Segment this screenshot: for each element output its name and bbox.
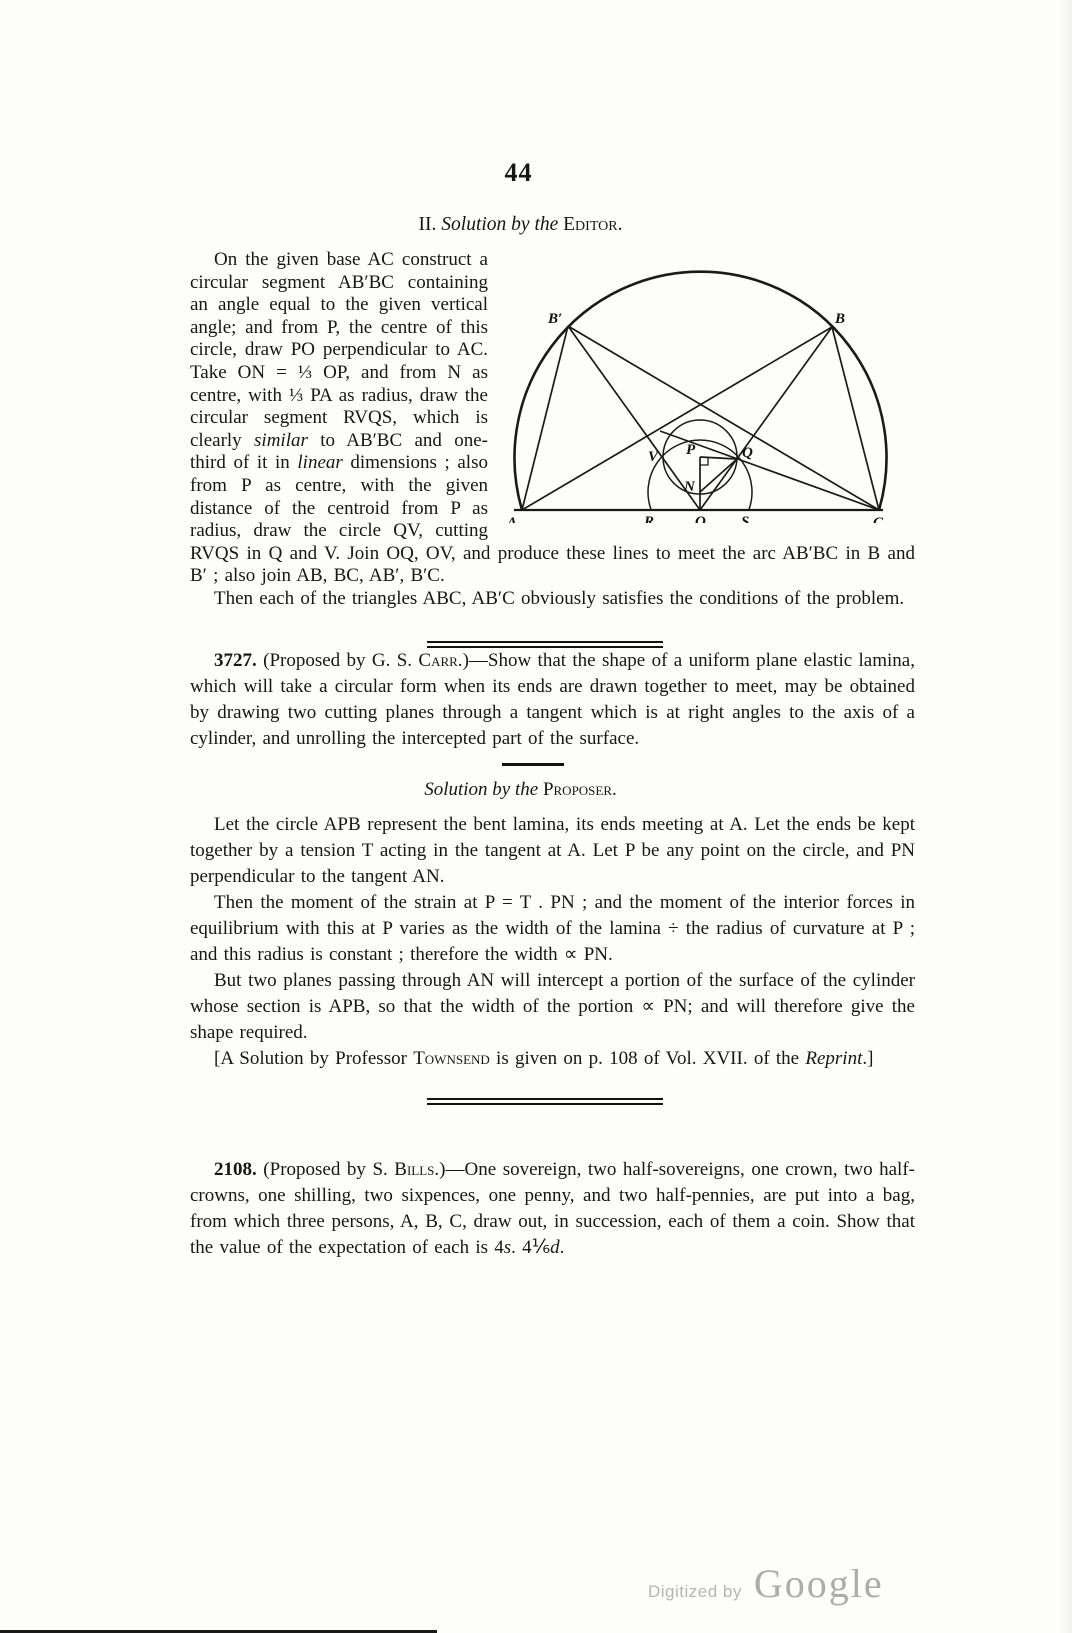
editor-solution-paragraph-2: Then each of the triangles ABC, AB′C obviously satisfies the conditions of the problem. [214,587,905,609]
note-text: [A Solution by Professor [214,1047,414,1069]
label-S: S [741,514,750,523]
heading-italic-text: Solution by the [424,778,543,800]
heading-italic-text: Solution by the [441,214,564,235]
problem-2108 [190,1157,915,1261]
label-R: R [644,514,655,523]
pence-abbrev: d [550,1236,560,1258]
solution-text: dimensions ; also from P as centre, with the given distance of the centroid from P as radius, draw the circle QV, cutting RVQS in Q and V. Join OQ, OV, and produce these lines to meet the arc AB′BC in B and B′ ; also join AB, BC, AB′, B′C. [190,452,915,587]
italic-word-similar: similar [254,429,308,451]
label-Q: Q [742,445,753,461]
problem-number: 3727. [214,649,257,671]
label-V: V [648,449,659,465]
townsend-reference-note [190,1046,915,1072]
proposer-solution-paragraph-3: But two planes passing through AN will intercept a portion of the surface of the cylinder whose section is APB, so that the width of the portion ∝ PN; and will therefore give the shape required. [190,969,915,1043]
problem-3727 [190,648,915,752]
proposer-solution-paragraph-1: Let the circle APB represent the bent lamina, its ends meeting at A. Let the ends be kept together by a tension T acting in the tangent at A. Let P be any point on the circle, and PN perpendicular to the tangent AN. [190,813,915,887]
problem-statement: )—One sovereign, two half-sovereigns, one crown, two half-crowns, one shilling, two sixpences, one penny, and two half-pennies, are put into a bag, from which three persons, A, B, C, draw out, in succession, each of them a coin. Show that the value of the expectation of each is 4 [190,1158,915,1258]
reprint-italic: Reprint [805,1047,863,1069]
proposed-by-text: (Proposed by [256,649,372,671]
geometry-figure [500,251,915,523]
editor-solution-block [190,249,915,611]
heading-numeral: II. [418,214,442,235]
note-text: .] [862,1047,874,1069]
solution-text: to AB′BC and one-third of it in [190,429,488,474]
label-P: P [686,442,696,458]
problem-statement: . [559,1236,565,1258]
proposer-name: S. Bills. [372,1158,440,1180]
note-text: is given on p. 108 of Vol. XVII. of the [489,1047,806,1069]
proposer-solution-heading [190,779,851,801]
figure-strokes [514,272,887,510]
problem-statement: . 4⅙ [511,1236,551,1258]
label-A: A [507,515,518,523]
solution-text: On the given base AC construct a circular segment AB′BC containing an angle equal to the given vertical angle; and from P, the centre of this circle, draw PO perpendicular to AC. Take ON = ⅓ OP, and from N as centre, with ⅓ PA as radius, draw the circular segment RVQS, which is clearly [190,249,488,451]
section-divider-rule [427,641,663,648]
proposer-solution-block [190,812,915,1072]
heading-proposer-name: Proposer. [542,778,617,800]
editor-solution-heading [190,214,851,236]
google-watermark [648,1560,884,1607]
label-C: C [873,515,884,523]
townsend-name: Townsend [413,1047,490,1069]
google-logo: Google [753,1561,884,1606]
problem-number: 2108. [214,1158,257,1180]
proposer-solution-paragraph-2: Then the moment of the strain at P = T . PN ; and the moment of the interior forces in equilibrium with this at P varies as the width of the lamina ÷ the radius of curvature at P ; and this radius is constant ; therefore the width ∝ PN. [190,891,915,965]
line-O-V-Bprime [568,326,700,510]
digitized-by-text: Digitized by [648,1582,742,1601]
proposed-by-text: (Proposed by [256,1158,373,1180]
line-A-B [522,327,832,510]
italic-word-linear: linear [297,452,343,474]
label-B: B [835,311,846,327]
label-B-prime: B′ [548,311,563,327]
heading-editor-name: Editor. [563,214,623,235]
label-N: N [684,479,695,495]
problem-statement: )—Show that the shape of a uniform plane elastic lamina, which will take a circular form when its ends are drawn together to meet, may be obtained by drawing two cutting planes through a tangent which is at right angles to the axis of a cylinder, and unrolling the intercepted part of the surface. [190,649,915,749]
label-O: O [695,514,706,523]
type-area [190,0,915,1261]
line-Bprime-C [568,326,879,510]
proposer-name: G. S. Carr. [371,649,463,671]
line-O-Q-B [700,327,832,510]
shilling-abbrev: s [503,1236,512,1258]
short-divider-rule [502,763,564,766]
geometry-figure-svg [500,251,915,523]
page-number: 44 [504,158,533,187]
section-divider-rule-2 [427,1098,663,1105]
